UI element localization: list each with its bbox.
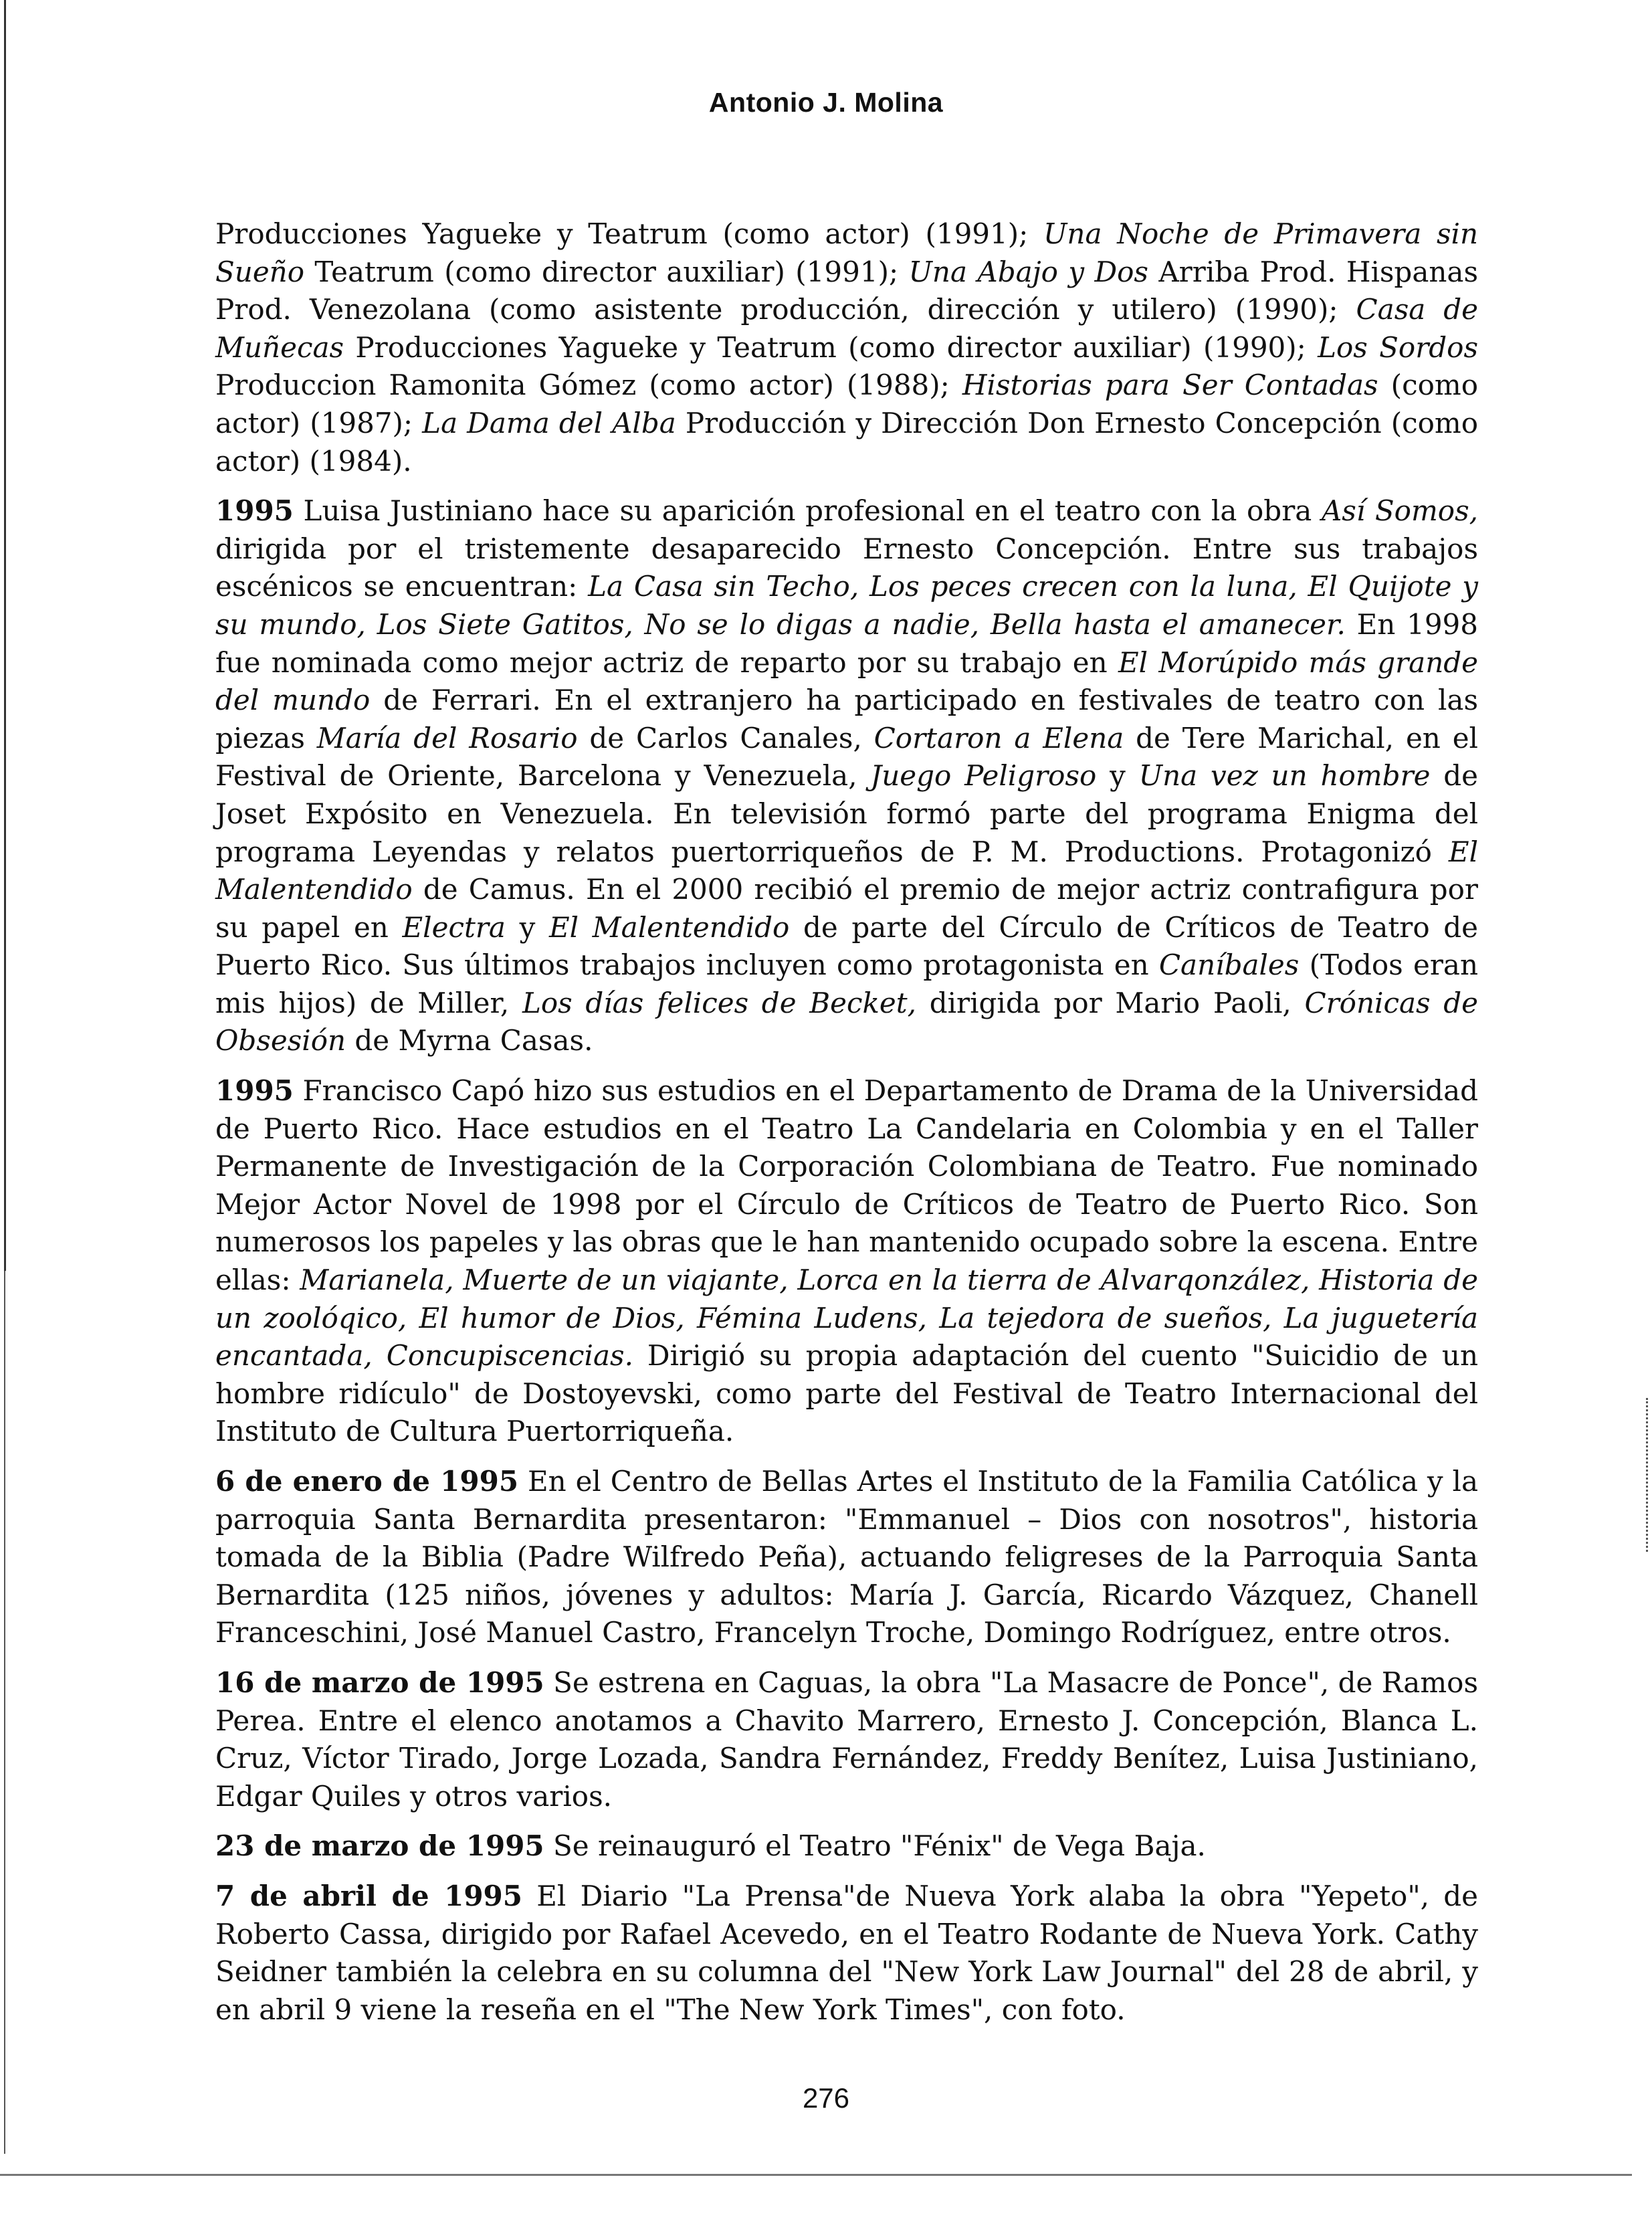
text-run: de Carlos Canales, bbox=[577, 721, 874, 754]
paragraph bbox=[215, 1463, 1478, 1652]
date-heading: 16 de marzo de 1995 bbox=[215, 1666, 544, 1699]
text-run: de Myrna Casas. bbox=[346, 1024, 593, 1057]
text-run: y bbox=[505, 910, 549, 944]
text-run: (como actor) (1987); bbox=[215, 369, 1478, 439]
page-number: 276 bbox=[802, 2082, 850, 2114]
work-title: María del Rosario bbox=[316, 721, 578, 754]
work-title: Los Sordos bbox=[1318, 330, 1479, 364]
date-heading: 23 de marzo de 1995 bbox=[215, 1829, 544, 1863]
text-run: Se reinauguró el Teatro "Fénix" de Vega Baja. bbox=[544, 1829, 1206, 1863]
work-title: La Casa sin Techo, Los peces crecen con la luna, El Quijote y su mundo, Los Siete Gatitos, No se lo digas a nadie, Bella hasta el amanecer. bbox=[215, 570, 1479, 641]
text-run: dirigida por Mario Paoli, bbox=[916, 986, 1305, 1019]
scan-edge-right bbox=[1643, 1398, 1648, 1552]
text-run: Producciones Yagueke y Teatrum (como director auxiliar) (1990); bbox=[344, 330, 1318, 364]
text-run: de Tere Marichal, en el Festival de Oriente, Barcelona y Venezuela, bbox=[215, 721, 1478, 793]
text-run: Dirigió su propia adaptación del cuento "Suicidio de un hombre ridículo" de Dostoyevski, como parte del Festival de Teatro Internacional del Instituto de Cultura Puertorriqueña. bbox=[215, 1339, 1478, 1448]
paragraph bbox=[215, 1664, 1478, 1815]
text-run: de parte del Círculo de Críticos de Teatro de Puerto Rico. Sus últimos trabajos incluyen como protagonista en bbox=[215, 910, 1478, 982]
scan-edge-left-lower bbox=[4, 1271, 5, 2154]
text-run: dirigida por el tristemente desaparecido Ernesto Concepción. Entre sus trabajos escénicos se encuentran: bbox=[215, 532, 1478, 603]
work-title: Así Somos, bbox=[1321, 494, 1478, 528]
work-title: El Malentendido bbox=[548, 910, 790, 944]
paragraph bbox=[215, 215, 1478, 480]
text-run: Francisco Capó hizo sus estudios en el Departamento de Drama de la Universidad de Puerto Rico. Hace estudios en el Teatro La Candelaria en Colombia y en el Taller Permanente de Investigación de la Corporación Colombiana de Teatro. Fue nominado Mejor Actor Novel de 1998 por el Círculo de Críticos de Teatro de Puerto Rico. Son numerosos los papeles y las obras que le han mantenido ocupado sobre la escena. Entre ellas: bbox=[215, 1074, 1478, 1297]
body-text bbox=[215, 215, 1478, 2041]
text-run: En 1998 fue nominada como mejor actriz de reparto por su trabajo en bbox=[215, 607, 1478, 679]
text-run: En el Centro de Bellas Artes el Instituto de la Familia Católica y la parroquia Santa Bernardita presentaron: "Emmanuel – Dios con nosotros", historia tomada de la Biblia (Padre Wilfredo Peña), actuando feligreses de la Parroquia Santa Bernardita (125 niños, jóvenes y adultos: María J. García, Ricardo Vázquez, Chanell Franceschini, José Manuel Castro, Francelyn Troche, Domingo Rodríguez, entre otros. bbox=[215, 1465, 1479, 1649]
work-title: Una vez un hombre bbox=[1138, 759, 1431, 793]
text-run: de Camus. En el 2000 recibió el premio de mejor actriz contrafigura por su papel en bbox=[215, 873, 1478, 944]
work-title: Marianela, Muerte de un viajante, Lorca en la tierra de Alvarqonzález, Historia de un zoolóqico, El humor de Dios, Fémina Ludens, La tejedora de sueños, La juguetería encantada, Concupiscencias. bbox=[215, 1264, 1478, 1373]
text-run: y bbox=[1096, 759, 1139, 793]
text-run: Teatrum (como director auxiliar) (1991); bbox=[304, 255, 909, 288]
work-title: Crónicas de Obsesión bbox=[215, 986, 1478, 1057]
work-title: Historias para Ser Contadas bbox=[962, 369, 1378, 402]
work-title: Una Noche de Primavera sin Sueño bbox=[215, 217, 1478, 288]
work-title: El Morúpido más grande del mundo bbox=[215, 645, 1479, 717]
scan-edge-left bbox=[4, 0, 6, 1271]
text-run: El Diario "La Prensa"de Nueva York alaba la obra "Yepeto", de Roberto Cassa, dirigido por Rafael Acevedo, en el Teatro Rodante de Nueva York. Cathy Seidner también la celebra en su columna del "New York Law Journal" del 28 de abril, y en abril 9 viene la reseña en el "The New York Times", con foto. bbox=[215, 1879, 1478, 2026]
work-title: La Dama del Alba bbox=[422, 406, 676, 439]
paragraph bbox=[215, 492, 1478, 1060]
text-run: Arriba Prod. Hispanas Prod. Venezolana (como asistente producción, dirección y utilero) (1990); bbox=[215, 255, 1479, 326]
work-title: Cortaron a Elena bbox=[873, 721, 1124, 754]
date-heading: 6 de enero de 1995 bbox=[215, 1465, 519, 1498]
paragraph bbox=[215, 1072, 1478, 1451]
text-run: (Todos eran mis hijos) de Miller, bbox=[215, 948, 1478, 1019]
scan-edge-bottom bbox=[0, 2174, 1632, 2176]
text-run: Producción y Dirección Don Ernesto Concepción (como actor) (1984). bbox=[215, 406, 1479, 478]
text-run: Se estrena en Caguas, la obra "La Masacre de Ponce", de Ramos Perea. Entre el elenco anotamos a Chavito Marrero, Ernesto J. Concepción, Blanca L. Cruz, Víctor Tirado, Jorge Lozada, Sandra Fernández, Freddy Benítez, Luisa Justiniano, Edgar Quiles y otros varios. bbox=[215, 1666, 1478, 1813]
text-run: Luisa Justiniano hace su aparición profesional en el teatro con la obra bbox=[293, 494, 1322, 528]
date-heading: 1995 bbox=[215, 1074, 294, 1108]
work-title: El Malentendido bbox=[215, 835, 1478, 906]
text-run: Producciones Yagueke y Teatrum (como actor) (1991); bbox=[215, 217, 1044, 250]
work-title: Casa de Muñecas bbox=[215, 293, 1478, 364]
work-title: Electra bbox=[402, 910, 506, 944]
text-run: de Joset Expósito en Venezuela. En televisión formó parte del programa Enigma del programa Leyendas y relatos puertorriqueños de P. M. Productions. Protagonizó bbox=[215, 759, 1478, 868]
work-title: Los días felices de Becket, bbox=[522, 986, 917, 1019]
paragraph bbox=[215, 1827, 1478, 1866]
work-title: Una Abajo y Dos bbox=[908, 255, 1148, 288]
text-run: de Ferrari. En el extranjero ha participado en festivales de teatro con las piezas bbox=[215, 684, 1478, 754]
running-header: Antonio J. Molina bbox=[708, 87, 944, 118]
work-title: Juego Peligroso bbox=[870, 759, 1097, 793]
paragraph bbox=[215, 1878, 1478, 2029]
work-title: Caníbales bbox=[1158, 948, 1300, 982]
date-heading: 7 de abril de 1995 bbox=[215, 1879, 522, 1912]
date-heading: 1995 bbox=[215, 494, 294, 528]
text-run: Produccion Ramonita Gómez (como actor) (1988); bbox=[215, 369, 962, 402]
